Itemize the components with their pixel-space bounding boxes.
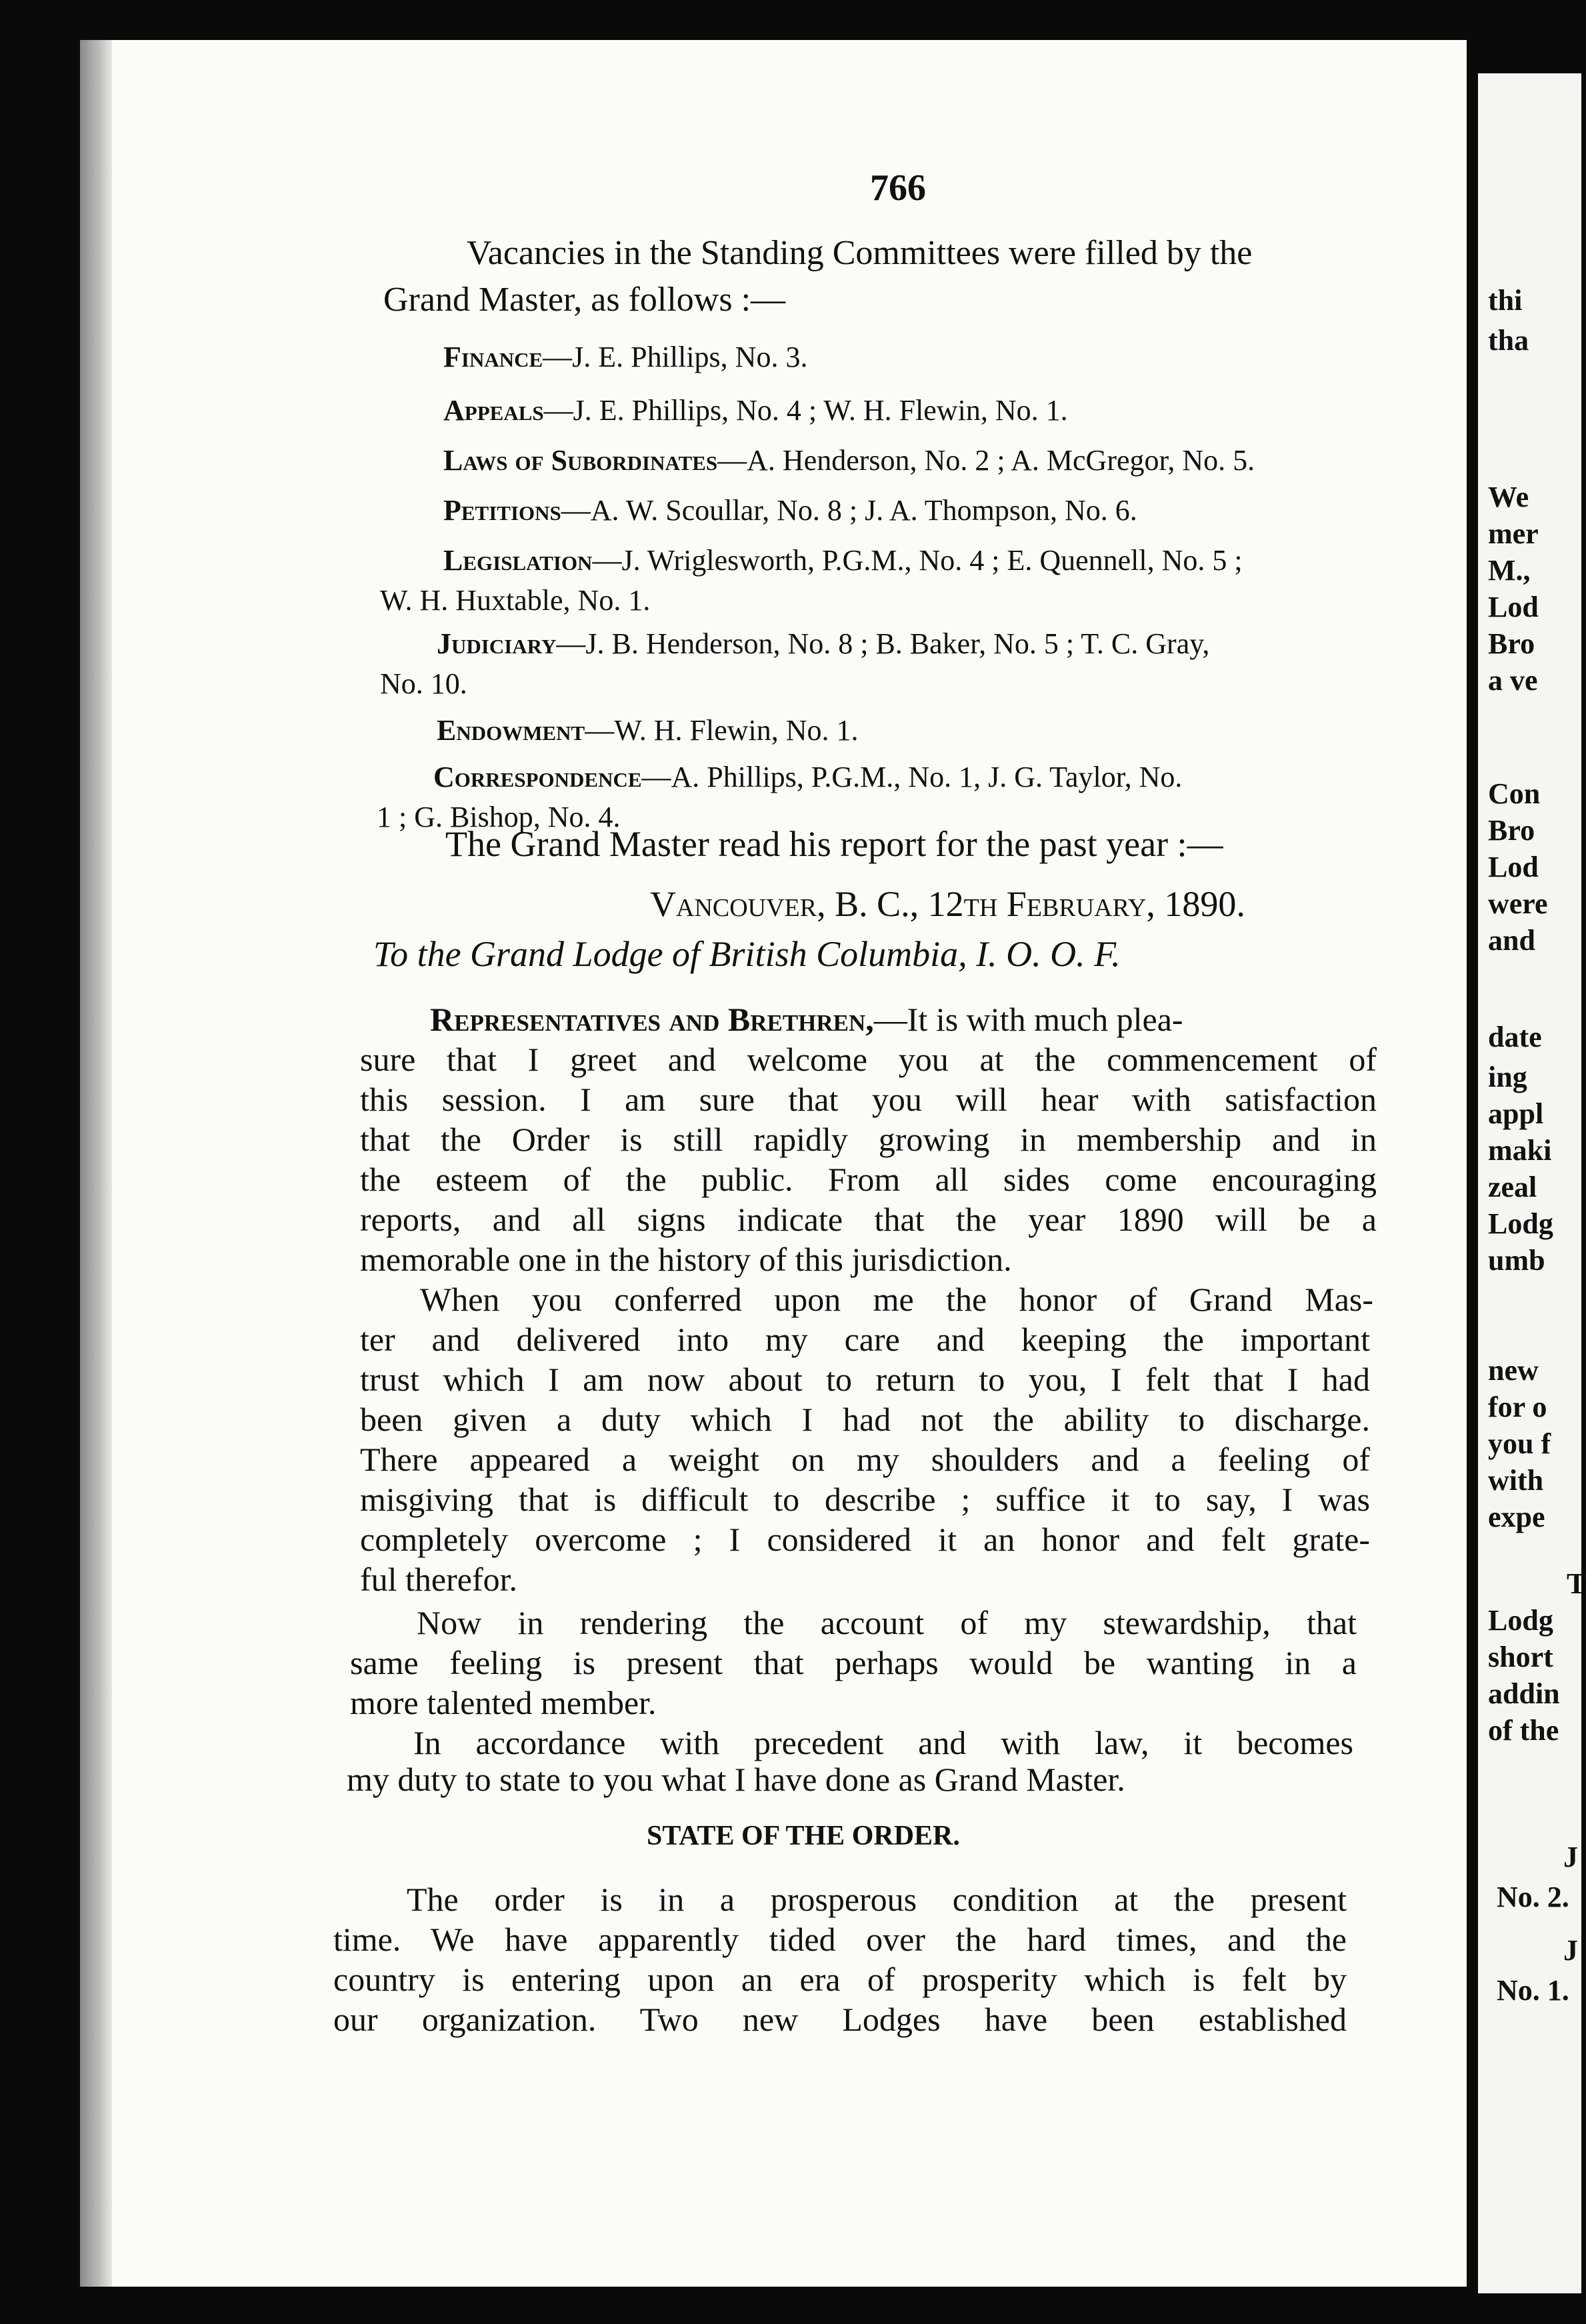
final-paragraph-line-1: The order is in a prosperous condition at the present [407,1881,1347,1918]
committee-name: Appeals [443,394,544,427]
paragraph-3-line-1: Now in rendering the account of my stewardship, that [417,1604,1357,1641]
paragraph-4-line-2: my duty to state to you what I have done as Grand Master. [347,1761,1125,1798]
dateline-text: Vancouver, B. C., 12th February, 1890. [650,884,1245,924]
paragraph-2-line-2: ter and delivered into my care and keeping the important [360,1321,1370,1358]
intro-line-1: Vacancies in the Standing Committees were filled by the [467,234,1253,272]
address-line: To the Grand Lodge of British Columbia, I. O. O. F. [373,934,1121,974]
page-number: 766 [870,167,926,209]
committee-members: —J. E. Phillips, No. 4 ; W. H. Flewin, No. 1. [543,394,1068,427]
facing-fragment: you f [1488,1427,1551,1460]
facing-fragment: Lod [1488,591,1539,623]
committee-members: —A. Phillips, P.G.M., No. 1, J. G. Taylor, No. [641,761,1183,793]
facing-fragment: short [1488,1641,1553,1673]
facing-fragment: M., [1488,554,1531,587]
facing-fragment: zeal [1488,1171,1537,1203]
committee-members: —W. H. Flewin, No. 1. [585,714,859,747]
facing-fragment: expe [1488,1501,1545,1533]
facing-fragment: Lodg [1488,1604,1553,1637]
facing-fragment: addin [1488,1677,1560,1710]
paragraph-1-start: —It is with much plea- [873,1001,1183,1038]
paragraph-3-line-2: same feeling is present that perhaps would be wanting in a [350,1644,1357,1681]
facing-fragment: Con [1488,777,1541,810]
committee-judiciary [437,627,1209,661]
facing-fragment: tha [1488,324,1529,357]
paragraph-1-line-7: memorable one in the history of this jurisdiction. [360,1241,1012,1278]
facing-fragment: ing [1488,1061,1527,1093]
paragraph-2-line-1: When you conferred upon me the honor of Grand Mas- [420,1281,1373,1318]
facing-fragment: Lodg [1488,1207,1553,1240]
committee-endowment [437,713,859,747]
committee-legislation-cont: W. H. Huxtable, No. 1. [380,584,651,617]
committee-appeals [443,393,1068,427]
facing-fragment: new [1488,1354,1539,1387]
page-edge-shadow [80,40,112,2287]
paragraph-4-line-1: In accordance with precedent and with law, it becomes [413,1724,1353,1761]
facing-fragment: Bro [1488,814,1535,847]
paragraph-2-line-5: There appeared a weight on my shoulders and a feeling of [360,1441,1370,1478]
section-heading: STATE OF THE ORDER. [647,1821,960,1851]
committee-name: Judiciary [437,627,557,660]
facing-fragment: for o [1488,1391,1547,1423]
committee-members: —J. B. Henderson, No. 8 ; B. Baker, No. 5 ; T. C. Gray, [556,627,1210,660]
paragraph-1-line-1 [430,1000,1183,1039]
facing-fragment: maki [1488,1134,1552,1167]
final-paragraph-line-4: our organization. Two new Lodges have been established [333,2001,1347,2038]
committee-name: Petitions [443,494,561,527]
paragraph-1-line-4: that the Order is still rapidly growing in membership and in [360,1121,1377,1158]
facing-fragment: Bro [1488,627,1535,660]
facing-fragment: J [1563,1841,1578,1873]
facing-fragment: No. 2. [1497,1881,1569,1913]
facing-fragment: date [1488,1021,1542,1053]
final-paragraph-line-2: time. We have apparently tided over the hard times, and the [333,1921,1347,1958]
paragraph-2-line-3: trust which I am now about to return to you, I felt that I had [360,1361,1370,1398]
facing-fragment: appl [1488,1097,1544,1130]
committee-name: Laws of Subordinates [443,444,718,477]
committee-members: —J. Wriglesworth, P.G.M., No. 4 ; E. Quennell, No. 5 ; [592,544,1243,577]
facing-fragment: T [1567,1567,1586,1600]
intro-line-2: Grand Master, as follows :— [383,281,786,319]
salutation: Representatives and Brethren, [430,1001,874,1038]
facing-fragment: Lod [1488,851,1539,883]
facing-fragment: No. 1. [1497,1974,1569,2007]
facing-fragment: and [1488,924,1535,957]
committee-name: Legislation [443,544,593,577]
committee-legislation [443,543,1243,577]
paragraph-1-line-3: this session. I am sure that you will hear with satisfaction [360,1081,1377,1118]
committee-petitions [443,493,1137,527]
facing-fragment: umb [1488,1244,1545,1277]
paragraph-2-line-4: been given a duty which I had not the ability to discharge. [360,1401,1370,1438]
committee-finance [443,340,807,374]
facing-fragment: mer [1488,517,1539,550]
committee-members: —J. E. Phillips, No. 3. [543,341,808,373]
committee-members: —A. W. Scoullar, No. 8 ; J. A. Thompson, No. 6. [561,494,1137,527]
paragraph-2-line-8: ful therefor. [360,1561,518,1598]
paragraph-1-line-6: reports, and all signs indicate that the year 1890 will be a [360,1201,1377,1238]
committee-correspondence [433,760,1182,794]
final-paragraph-line-3: country is entering upon an era of prosperity which is felt by [333,1961,1347,1998]
committee-name: Correspondence [433,761,642,793]
facing-fragment: with [1488,1464,1544,1497]
facing-fragment: of the [1488,1714,1559,1747]
paragraph-1-line-5: the esteem of the public. From all sides come encouraging [360,1161,1377,1198]
facing-fragment: J [1563,1934,1578,1967]
committee-name: Endowment [437,714,585,747]
book-spine-gap [1470,80,1478,2280]
facing-fragment: We [1488,481,1529,513]
paragraph-1-line-2: sure that I greet and welcome you at the commencement of [360,1041,1377,1078]
committee-members: —A. Henderson, No. 2 ; A. McGregor, No. 5. [717,444,1255,477]
facing-fragment: a ve [1488,664,1538,697]
committee-correspondence-cont: 1 ; G. Bishop, No. 4. [377,801,621,833]
committee-judiciary-cont: No. 10. [380,667,467,700]
report-intro: The Grand Master read his report for the past year :— [445,824,1223,864]
committee-name: Finance [443,341,543,373]
paragraph-3-line-3: more talented member. [350,1684,657,1721]
paragraph-2-line-6: misgiving that is difficult to describe ; suffice it to say, I was [360,1481,1370,1518]
committee-laws [443,443,1255,477]
facing-fragment: were [1488,887,1548,920]
dateline [650,883,1245,925]
facing-fragment: thi [1488,284,1523,317]
paragraph-2-line-7: completely overcome ; I considered it an honor and felt grate- [360,1521,1370,1558]
